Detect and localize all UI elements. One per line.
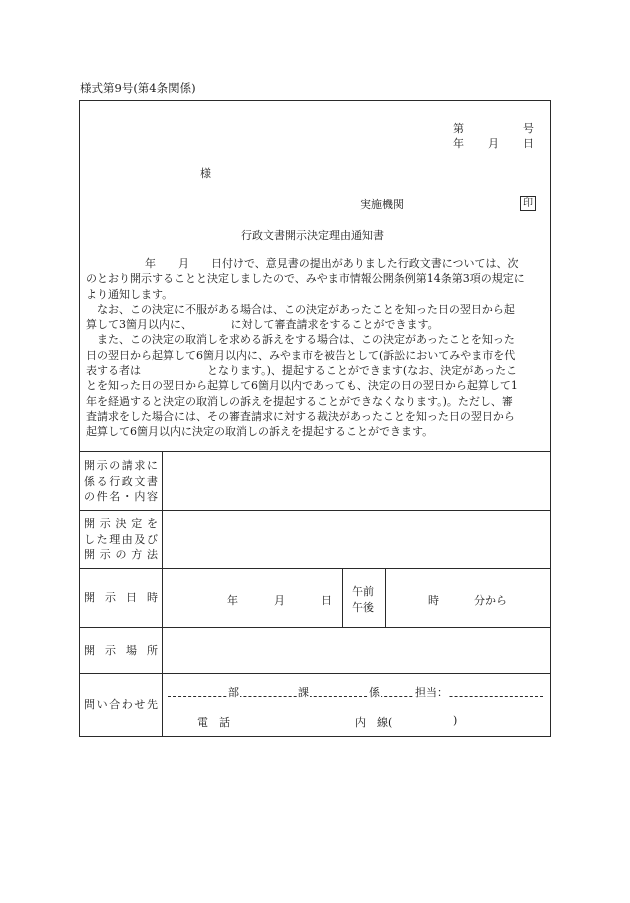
body-line: 表する者は となります。)、提起することができます(なお、決定があったこ [86,364,518,378]
subject-label: 開示の請求に 係る行政文書 の件名・内容 [84,459,158,503]
agency-label: 実施機関 [360,198,404,211]
number-suffix: 号 [523,122,534,135]
datetime-day: 日 [321,594,332,607]
body-line: とを知った日の翌日から起算して6箇月以内であっても、決定の日の翌日から起算して1 [86,379,518,393]
row-divider [79,673,551,674]
datetime-minute-from: 分から [474,594,507,607]
contact-label: 問い合わせ先 [84,698,158,711]
date-month: 月 [488,137,499,150]
body-line: のとおり開示することと決定しましたので、みやま市情報公開条例第14条第3項の規定に [86,272,525,286]
am-option: 午前 [352,585,374,598]
form-number-label: 様式第9号(第4条関係) [80,81,196,95]
body-line: 日の翌日から起算して6箇月以内に、みやま市を被告として(訴訟においてみやま市を代 [86,348,516,362]
contact-extension-close: ) [453,714,458,727]
body-line: 算して3箇月以内に、 に対して審査請求をすることができます。 [86,318,439,332]
notice-body [86,256,546,440]
body-line: より通知します。 [86,287,174,301]
datetime-hour: 時 [428,594,439,607]
seal-mark: 印 [520,196,536,211]
contact-person: 担当： [415,686,448,699]
ampm-left-divider [342,568,343,627]
pm-option: 午後 [352,601,374,614]
row-divider [79,568,551,569]
row-divider [79,510,551,511]
body-line: 年を経過すると決定の取消しの訴えを提起することができなくなります。)。ただし、審 [86,394,513,408]
place-label: 開示場所 [84,644,158,657]
datetime-month: 月 [274,594,285,607]
body-line: 年 月 日付けで、意見書の提出がありました行政文書については、次 [145,257,519,270]
document-title: 行政文書開示決定理由通知書 [241,229,384,242]
reason-label: 開示決定を した理由及び 開示の方法 [84,517,158,561]
body-line: また、この決定の取消しを求める訴えをする場合は、この決定があったことを知った [86,333,515,347]
contact-extension-label: 内 線( [355,716,393,729]
addressee-honorific: 様 [200,167,211,180]
datetime-year: 年 [227,594,238,607]
contact-unit: 係 [369,686,380,699]
contact-fill-line [168,696,543,697]
body-line: なお、この決定に不服がある場合は、この決定があったことを知った日の翌日から起 [86,302,515,316]
body-line: 査請求をした場合には、その審査請求に対する裁決があったことを知った日の翌日から [86,409,515,423]
datetime-label: 開示日時 [84,591,158,604]
body-line: 起算して6箇月以内に決定の取消しの訴えを提起することができます。 [86,425,434,439]
number-prefix: 第 [453,122,464,135]
ampm-right-divider [385,568,386,627]
contact-phone-label: 電 話 [197,716,230,729]
contact-section: 課 [298,686,309,699]
contact-department: 部 [228,686,239,699]
date-day: 日 [523,137,534,150]
row-divider [79,627,551,628]
label-column-divider [162,451,163,737]
table-top-rule [79,451,551,452]
date-year: 年 [453,137,464,150]
